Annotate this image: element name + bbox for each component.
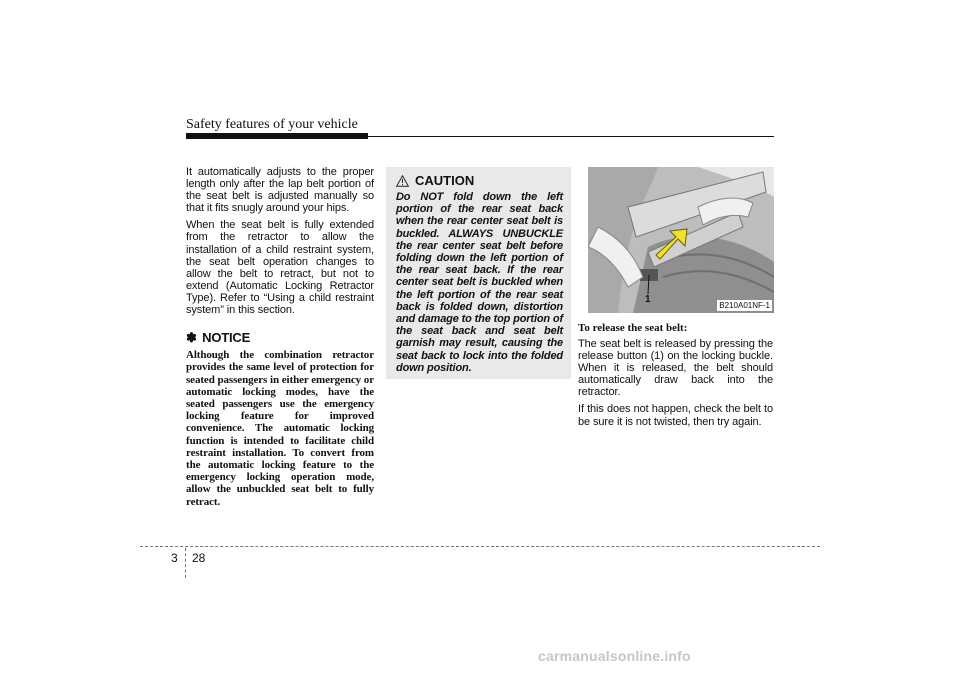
notice-heading bbox=[186, 330, 374, 346]
callout-number: 1 bbox=[645, 294, 651, 305]
caution-header bbox=[396, 173, 563, 188]
notice-label: NOTICE bbox=[202, 330, 251, 346]
right-column bbox=[578, 318, 773, 433]
warning-triangle-icon bbox=[396, 175, 409, 187]
watermark: carmanualsonline.info bbox=[538, 648, 691, 664]
caution-text: Do NOT fold down the left portion of the rear seat back when the rear center seat belt is buckled. ALWAYS UNBUCKLE the rear center seat belt before folding down the left portion of the rear seat back. If the rear center seat belt is buckled when the left portion of the rear seat back is folded down, distortion and damage to the top portion of the seat back and seat belt garnish may result, causing the seat back to lock into the folded down position. bbox=[396, 191, 563, 374]
footer-vertical-rule bbox=[185, 548, 186, 578]
right-paragraph-2: If this does not happen, check the belt to be sure it is not twisted, then try again. bbox=[578, 403, 773, 428]
header-rule-thick bbox=[186, 133, 368, 139]
figure-caption: B210A01NF-1 bbox=[719, 301, 770, 310]
header-rule-thin bbox=[368, 136, 774, 137]
notice-star-icon: ✽ bbox=[186, 330, 197, 346]
chapter-number: 3 bbox=[171, 551, 178, 565]
right-paragraph-1: The seat belt is released by pressing the release button (1) on the locking buckle. When it is released, the belt should automatically draw back into the retractor. bbox=[578, 338, 773, 399]
release-subheading: To release the seat belt: bbox=[578, 322, 688, 334]
left-paragraph-1: It automatically adjusts to the proper length only after the lap belt portion of the seat belt is adjusted manually so that it fits snugly around your hips. bbox=[186, 166, 374, 215]
caution-box bbox=[386, 167, 571, 379]
caution-label: CAUTION bbox=[415, 173, 475, 188]
header-title: Safety features of your vehicle bbox=[186, 117, 358, 132]
left-paragraph-2: When the seat belt is fully extended from the retractor to allow the installation of a child restraint system, the seat belt operation changes to allow the belt to retract, but not to extend (Automatic Locking Retractor Type). Refer to “Using a child restraint system” in this section. bbox=[186, 219, 374, 317]
notice-text: Although the combination retractor provides the same level of protection for seated passengers in either emergency or automatic locking modes, have the seated passengers use the emergency locking feature for improved convenience. The automatic locking function is intended to facilitate child restraint installation. To convert from the automatic locking feature to the emergency locking operation mode, allow the unbuckled seat belt to fully retract. bbox=[186, 349, 374, 508]
seat-belt-illustration bbox=[588, 167, 774, 313]
footer-rule bbox=[140, 546, 820, 547]
left-column bbox=[186, 166, 374, 508]
seat-belt-figure bbox=[588, 167, 774, 313]
page-number: 28 bbox=[192, 551, 206, 565]
